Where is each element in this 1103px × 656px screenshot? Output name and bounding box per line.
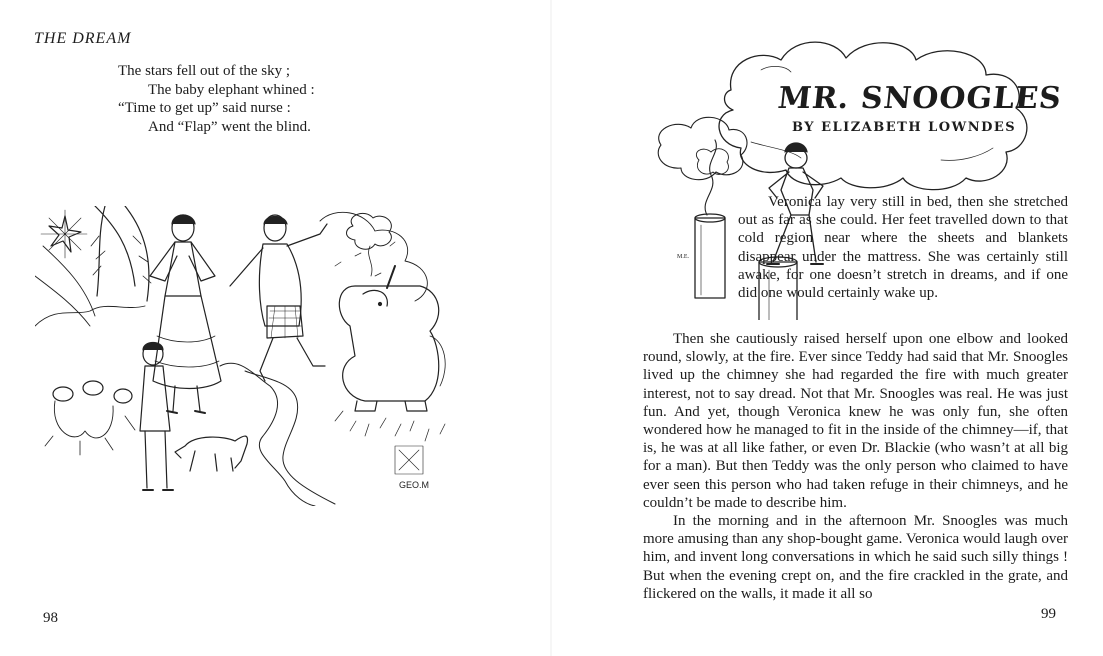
story-byline: BY ELIZABETH LOWNDES — [792, 120, 1017, 135]
page-number-right: 99 — [1041, 606, 1056, 622]
poem-line: And “Flap” went the blind. — [148, 118, 311, 135]
page-number-left: 98 — [43, 610, 58, 626]
illustration-initials: M.E. — [677, 254, 689, 260]
dream-illustration — [35, 206, 459, 506]
paragraph: Veronica lay very still in bed, then she stretched out as far as she could. Her feet travelled down to that cold region near where the sheets and blankets disappear under the mattress. She was certainly still awake, for one doesn’t stretch in dreams, and if one did one would certainly wake up. — [738, 194, 1068, 302]
poem-line: The stars fell out of the sky ; — [118, 63, 291, 79]
paragraph: In the morning and in the afternoon Mr. Snoogles was much more amusing than any shop-bought game. Veronica would laugh over him, and invent long conversations in which he said such silly things ! But when the evening crept on, and the fire crackled in the grate, and flickered on the walls, it made it all so — [643, 513, 1068, 602]
right-page — [551, 0, 1103, 656]
left-page — [0, 0, 551, 656]
paragraph: Then she cautiously raised herself upon one elbow and looked round, slowly, at the fire. Ever since Teddy had said that Mr. Snoogles lived up the chimney she had regarded the fire with much greater interest, not to say dread. Not that Mr. Snoogles was real. He was just fun. And yet, though Veronica knew he was only fun, she often wondered how he managed to fit in the inside of the chimney—if, that is, he was at all like father, or even Dr. Blackie (who wasn’t at all big for a man). But then Teddy was the only person who claimed to have ever seen this person who had taken refuge in their chimneys, and he couldn’t be made to describe him. — [643, 331, 1068, 511]
illustration-signature: GEO.M — [399, 480, 430, 490]
poem-line: “Time to get up” said nurse : — [118, 100, 291, 116]
running-head: THE DREAM — [34, 30, 132, 47]
poem — [118, 62, 315, 136]
story-title: MR. SNOOGLES — [776, 81, 1064, 116]
man-figure — [230, 215, 327, 381]
story-body — [643, 330, 1068, 603]
elephant-figure — [339, 266, 445, 411]
woman-figure — [150, 215, 221, 413]
opening-paragraph — [738, 193, 1068, 302]
dog-figure — [175, 436, 248, 471]
poem-line: The baby elephant whined : — [148, 81, 315, 98]
frog-group — [45, 381, 135, 455]
